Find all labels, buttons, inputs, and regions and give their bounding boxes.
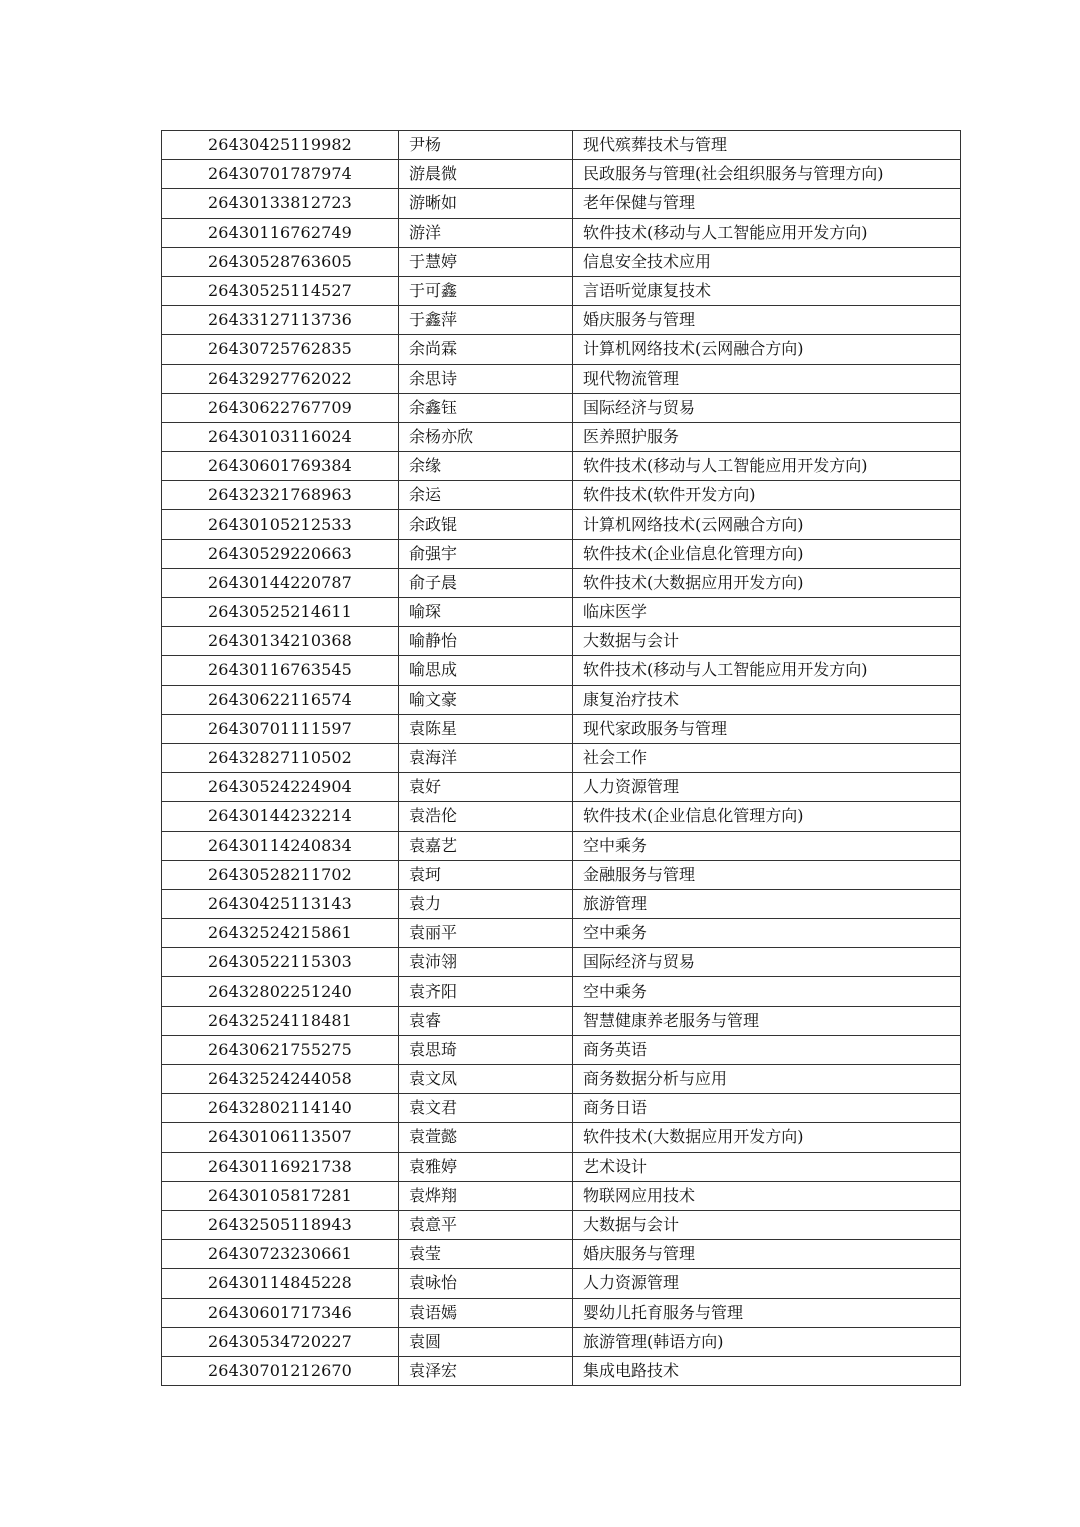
table-row: [162, 977, 961, 1006]
exam-id-cell: 26432927762022: [162, 364, 399, 393]
exam-id-cell: 26430622767709: [162, 393, 399, 422]
major-cell: 现代家政服务与管理: [573, 714, 961, 743]
exam-id-cell: 26430525214611: [162, 598, 399, 627]
major-cell: 民政服务与管理(社会组织服务与管理方向): [573, 160, 961, 189]
exam-id-cell: 26430116762749: [162, 218, 399, 247]
exam-id-cell: 26430425113143: [162, 889, 399, 918]
major-cell: 软件技术(企业信息化管理方向): [573, 539, 961, 568]
major-cell: 康复治疗技术: [573, 685, 961, 714]
major-cell: 集成电路技术: [573, 1356, 961, 1385]
table-row: [162, 218, 961, 247]
table-row: [162, 1123, 961, 1152]
table-row: [162, 919, 961, 948]
table-row: [162, 656, 961, 685]
table-row: [162, 539, 961, 568]
major-cell: 大数据与会计: [573, 1210, 961, 1239]
table-row: [162, 1210, 961, 1239]
student-name-cell: 袁意平: [399, 1210, 573, 1239]
student-name-cell: 袁莹: [399, 1240, 573, 1269]
major-cell: 空中乘务: [573, 919, 961, 948]
student-name-cell: 袁雅婷: [399, 1152, 573, 1181]
table-row: [162, 1152, 961, 1181]
major-cell: 软件技术(移动与人工智能应用开发方向): [573, 218, 961, 247]
student-name-cell: 袁沛翎: [399, 948, 573, 977]
exam-id-cell: 26430701212670: [162, 1356, 399, 1385]
table-row: [162, 685, 961, 714]
student-name-cell: 袁萱懿: [399, 1123, 573, 1152]
exam-id-cell: 26430525114527: [162, 276, 399, 305]
major-cell: 物联网应用技术: [573, 1181, 961, 1210]
major-cell: 婚庆服务与管理: [573, 306, 961, 335]
exam-id-cell: 26430534720227: [162, 1327, 399, 1356]
student-name-cell: 袁齐阳: [399, 977, 573, 1006]
major-cell: 旅游管理(韩语方向): [573, 1327, 961, 1356]
student-name-cell: 余杨亦欣: [399, 422, 573, 451]
student-name-cell: 余思诗: [399, 364, 573, 393]
exam-id-cell: 26430116763545: [162, 656, 399, 685]
exam-id-cell: 26432827110502: [162, 743, 399, 772]
table-row: [162, 1298, 961, 1327]
table-row: [162, 1035, 961, 1064]
table-row: [162, 948, 961, 977]
table-row: [162, 598, 961, 627]
student-name-cell: 余鑫钰: [399, 393, 573, 422]
student-name-cell: 袁力: [399, 889, 573, 918]
table-row: [162, 743, 961, 772]
exam-id-cell: 26430134210368: [162, 627, 399, 656]
exam-id-cell: 26430144220787: [162, 568, 399, 597]
table-row: [162, 1006, 961, 1035]
table-row: [162, 831, 961, 860]
exam-id-cell: 26432321768963: [162, 481, 399, 510]
student-name-cell: 于鑫萍: [399, 306, 573, 335]
major-cell: 人力资源管理: [573, 1269, 961, 1298]
major-cell: 婚庆服务与管理: [573, 1240, 961, 1269]
major-cell: 社会工作: [573, 743, 961, 772]
major-cell: 人力资源管理: [573, 773, 961, 802]
major-cell: 婴幼儿托育服务与管理: [573, 1298, 961, 1327]
exam-id-cell: 26430103116024: [162, 422, 399, 451]
exam-id-cell: 26430701787974: [162, 160, 399, 189]
exam-id-cell: 26430105212533: [162, 510, 399, 539]
exam-id-cell: 26432524244058: [162, 1065, 399, 1094]
table-row: [162, 1094, 961, 1123]
exam-id-cell: 26432505118943: [162, 1210, 399, 1239]
major-cell: 国际经济与贸易: [573, 393, 961, 422]
table-row: [162, 802, 961, 831]
exam-id-cell: 26430701111597: [162, 714, 399, 743]
major-cell: 大数据与会计: [573, 627, 961, 656]
student-name-cell: 袁浩伦: [399, 802, 573, 831]
table-row: [162, 1240, 961, 1269]
major-cell: 软件技术(大数据应用开发方向): [573, 568, 961, 597]
table-row: [162, 889, 961, 918]
student-name-cell: 袁嘉艺: [399, 831, 573, 860]
table-row: [162, 1269, 961, 1298]
major-cell: 计算机网络技术(云网融合方向): [573, 510, 961, 539]
student-name-cell: 袁语嫣: [399, 1298, 573, 1327]
table-row: [162, 393, 961, 422]
major-cell: 临床医学: [573, 598, 961, 627]
table-row: [162, 481, 961, 510]
table-row: [162, 335, 961, 364]
exam-id-cell: 26430725762835: [162, 335, 399, 364]
table-row: [162, 510, 961, 539]
table-row: [162, 247, 961, 276]
exam-id-cell: 26430106113507: [162, 1123, 399, 1152]
table-row: [162, 568, 961, 597]
student-name-cell: 袁文君: [399, 1094, 573, 1123]
table-row: [162, 131, 961, 160]
major-cell: 国际经济与贸易: [573, 948, 961, 977]
table-row: [162, 860, 961, 889]
student-name-cell: 喻思成: [399, 656, 573, 685]
table-row: [162, 422, 961, 451]
major-cell: 空中乘务: [573, 977, 961, 1006]
student-name-cell: 袁珂: [399, 860, 573, 889]
student-name-cell: 袁好: [399, 773, 573, 802]
exam-id-cell: 26432524215861: [162, 919, 399, 948]
major-cell: 软件技术(移动与人工智能应用开发方向): [573, 452, 961, 481]
major-cell: 现代物流管理: [573, 364, 961, 393]
student-name-cell: 袁文凤: [399, 1065, 573, 1094]
major-cell: 金融服务与管理: [573, 860, 961, 889]
student-name-cell: 余政锟: [399, 510, 573, 539]
student-name-cell: 于慧婷: [399, 247, 573, 276]
exam-id-cell: 26430114845228: [162, 1269, 399, 1298]
major-cell: 商务英语: [573, 1035, 961, 1064]
major-cell: 软件技术(企业信息化管理方向): [573, 802, 961, 831]
major-cell: 艺术设计: [573, 1152, 961, 1181]
exam-id-cell: 26430528763605: [162, 247, 399, 276]
student-name-cell: 喻琛: [399, 598, 573, 627]
table-row: [162, 773, 961, 802]
student-name-cell: 尹杨: [399, 131, 573, 160]
exam-id-cell: 26430529220663: [162, 539, 399, 568]
exam-id-cell: 26430622116574: [162, 685, 399, 714]
major-cell: 智慧健康养老服务与管理: [573, 1006, 961, 1035]
student-name-cell: 游晰如: [399, 189, 573, 218]
exam-id-cell: 26430601769384: [162, 452, 399, 481]
student-name-cell: 余运: [399, 481, 573, 510]
table-row: [162, 1181, 961, 1210]
major-cell: 信息安全技术应用: [573, 247, 961, 276]
student-name-cell: 袁陈星: [399, 714, 573, 743]
major-cell: 软件技术(大数据应用开发方向): [573, 1123, 961, 1152]
major-cell: 商务日语: [573, 1094, 961, 1123]
major-cell: 旅游管理: [573, 889, 961, 918]
student-name-cell: 袁海洋: [399, 743, 573, 772]
student-name-cell: 俞强宇: [399, 539, 573, 568]
exam-id-cell: 26430114240834: [162, 831, 399, 860]
student-name-cell: 喻文豪: [399, 685, 573, 714]
table-row: [162, 306, 961, 335]
student-name-cell: 余尚霖: [399, 335, 573, 364]
major-cell: 空中乘务: [573, 831, 961, 860]
exam-id-cell: 26430524224904: [162, 773, 399, 802]
student-name-cell: 游晨微: [399, 160, 573, 189]
exam-id-cell: 26432524118481: [162, 1006, 399, 1035]
major-cell: 软件技术(软件开发方向): [573, 481, 961, 510]
table-row: [162, 1327, 961, 1356]
table-row: [162, 714, 961, 743]
roster-body: [162, 131, 961, 1386]
table-row: [162, 627, 961, 656]
exam-id-cell: 26430528211702: [162, 860, 399, 889]
table-row: [162, 364, 961, 393]
student-name-cell: 于可鑫: [399, 276, 573, 305]
major-cell: 计算机网络技术(云网融合方向): [573, 335, 961, 364]
student-name-cell: 袁圆: [399, 1327, 573, 1356]
major-cell: 言语听觉康复技术: [573, 276, 961, 305]
student-name-cell: 余缘: [399, 452, 573, 481]
student-name-cell: 袁咏怡: [399, 1269, 573, 1298]
exam-id-cell: 26430105817281: [162, 1181, 399, 1210]
major-cell: 商务数据分析与应用: [573, 1065, 961, 1094]
student-name-cell: 袁烨翔: [399, 1181, 573, 1210]
table-row: [162, 1065, 961, 1094]
table-row: [162, 452, 961, 481]
major-cell: 软件技术(移动与人工智能应用开发方向): [573, 656, 961, 685]
student-name-cell: 袁泽宏: [399, 1356, 573, 1385]
major-cell: 现代殡葬技术与管理: [573, 131, 961, 160]
student-name-cell: 袁睿: [399, 1006, 573, 1035]
exam-id-cell: 26430621755275: [162, 1035, 399, 1064]
exam-id-cell: 26430133812723: [162, 189, 399, 218]
student-name-cell: 袁思琦: [399, 1035, 573, 1064]
exam-id-cell: 26430522115303: [162, 948, 399, 977]
exam-id-cell: 26430723230661: [162, 1240, 399, 1269]
exam-id-cell: 26432802251240: [162, 977, 399, 1006]
student-roster-table: [161, 130, 961, 1386]
major-cell: 医养照护服务: [573, 422, 961, 451]
major-cell: 老年保健与管理: [573, 189, 961, 218]
exam-id-cell: 26430144232214: [162, 802, 399, 831]
exam-id-cell: 26430116921738: [162, 1152, 399, 1181]
exam-id-cell: 26432802114140: [162, 1094, 399, 1123]
exam-id-cell: 26430425119982: [162, 131, 399, 160]
exam-id-cell: 26433127113736: [162, 306, 399, 335]
student-name-cell: 俞子晨: [399, 568, 573, 597]
table-row: [162, 160, 961, 189]
student-name-cell: 喻静怡: [399, 627, 573, 656]
student-name-cell: 袁丽平: [399, 919, 573, 948]
student-name-cell: 游洋: [399, 218, 573, 247]
table-row: [162, 276, 961, 305]
table-row: [162, 189, 961, 218]
exam-id-cell: 26430601717346: [162, 1298, 399, 1327]
table-row: [162, 1356, 961, 1385]
